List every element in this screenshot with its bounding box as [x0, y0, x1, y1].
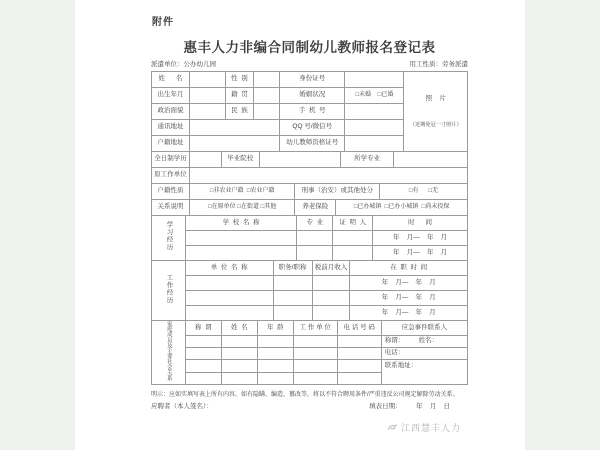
age-header: 年 龄	[257, 321, 293, 336]
age-input-cell	[257, 336, 293, 348]
table-row	[152, 306, 468, 321]
family-section	[151, 320, 468, 385]
registration-form-table	[151, 71, 468, 385]
position-input-cell	[273, 276, 312, 291]
former-employer-label: 原工作单位	[152, 168, 190, 184]
household-address-input-cell	[189, 136, 279, 152]
document-page	[75, 0, 525, 450]
relation-header: 称 谓	[185, 321, 221, 336]
table-row	[152, 72, 468, 88]
reference-input-cell	[333, 246, 373, 261]
employer-name-input-cell	[185, 276, 273, 291]
table-row	[152, 246, 468, 261]
family-section-label: 家庭成员及主要社会关系	[165, 321, 172, 381]
phone-input-cell	[337, 372, 381, 384]
ethnicity-label: 民 族	[226, 104, 253, 120]
family-employer-input-cell	[293, 372, 337, 384]
pension-label: 养老保险	[295, 200, 336, 216]
reference-input-cell	[333, 231, 373, 246]
table-row	[152, 291, 468, 306]
major-input-cell	[394, 152, 468, 168]
emergency-name-field: 称谓： 姓名：	[381, 336, 467, 348]
relation-input-cell	[185, 348, 221, 360]
table-row	[152, 336, 468, 348]
subheader	[151, 59, 468, 68]
relation-checkboxes: □在原单位 □在街道 □其他	[189, 200, 295, 216]
name-label: 姓 名	[152, 72, 190, 88]
native-place-input-cell	[253, 88, 280, 104]
position-input-cell	[273, 306, 312, 321]
phone-input-cell	[337, 336, 381, 348]
disclaimer-note: 明示：应如实填写表上所有内容，如有隐瞒、编造、篡改等，将以不符合聘用条件/严重违反公司规定解除劳动关系。	[151, 392, 459, 398]
study-section-cell	[152, 216, 186, 261]
household-type-label: 户籍性质	[152, 184, 190, 200]
name-input-cell	[189, 72, 225, 88]
criminal-record-label: 刑事（治安）或其他处分	[295, 184, 380, 200]
mobile-label: 手 机 号	[280, 104, 345, 120]
age-input-cell	[257, 348, 293, 360]
study-time-range: 年 月— 年 月	[373, 246, 468, 261]
ethnicity-input-cell	[253, 104, 280, 120]
family-name-header: 姓 名	[221, 321, 257, 336]
income-input-cell	[312, 276, 350, 291]
household-section	[151, 183, 468, 216]
study-major-header: 专 业	[297, 216, 333, 231]
birth-input-cell	[189, 88, 225, 104]
id-number-label: 身份证号	[280, 72, 345, 88]
signature-label: 应聘者（本人签名）：	[151, 403, 213, 410]
political-input-cell	[189, 104, 225, 120]
teacher-cert-input-cell	[345, 136, 404, 152]
income-input-cell	[312, 291, 350, 306]
table-row	[152, 348, 468, 360]
age-input-cell	[257, 360, 293, 373]
study-time-header: 时 间	[373, 216, 468, 231]
bird-swirl-icon	[387, 422, 398, 433]
gender-input-cell	[253, 72, 280, 88]
mail-address-input-cell	[189, 120, 279, 136]
table-row	[152, 152, 468, 168]
position-input-cell	[273, 291, 312, 306]
work-section-cell	[152, 261, 186, 321]
dispatch-unit-label: 派遣单位：公办幼儿园	[151, 61, 216, 68]
family-employer-input-cell	[293, 360, 337, 373]
table-row	[152, 231, 468, 246]
criminal-record-checkboxes: □有 □无	[380, 184, 468, 200]
relation-input-cell	[185, 336, 221, 348]
income-input-cell	[312, 306, 350, 321]
company-logo	[387, 421, 461, 434]
marital-checkboxes: □未婚 □已婚	[345, 88, 404, 104]
work-time-range: 年 月— 年 月	[350, 291, 468, 306]
employer-name-input-cell	[185, 306, 273, 321]
form-title: 惠丰人力非编合同制幼儿教师报名登记表	[183, 40, 436, 55]
pension-checkboxes: □已办城镇 □已办小城镇 □尚未投保	[336, 200, 468, 216]
family-employer-input-cell	[293, 348, 337, 360]
family-name-input-cell	[221, 360, 257, 373]
work-section-label: 工作经历	[165, 273, 173, 304]
school-name-input-cell	[185, 231, 297, 246]
photo-note: （近期免冠一寸照片）	[409, 121, 462, 128]
qq-wechat-label: QQ 号/微信号	[280, 120, 345, 136]
family-name-input-cell	[221, 372, 257, 384]
signature-row	[151, 401, 468, 410]
table-row	[152, 261, 468, 276]
teacher-cert-label: 幼儿教师资格证号	[280, 136, 345, 152]
table-row	[152, 168, 468, 184]
position-header: 职务/职称	[273, 261, 312, 276]
family-section-cell	[152, 321, 186, 385]
native-place-label: 籍 贯	[226, 88, 253, 104]
family-employer-header: 工 作 单 位	[293, 321, 337, 336]
basic-info-section	[151, 71, 468, 152]
mobile-input-cell	[345, 104, 404, 120]
study-major-input-cell	[297, 231, 333, 246]
family-name-input-cell	[221, 348, 257, 360]
fulltime-edu-label: 全日制学历	[152, 152, 190, 168]
table-row	[152, 216, 468, 231]
phone-header: 电 话 号 码	[337, 321, 381, 336]
work-time-range: 年 月— 年 月	[350, 306, 468, 321]
employer-name-input-cell	[185, 291, 273, 306]
phone-input-cell	[337, 360, 381, 373]
graduate-school-input-cell	[260, 152, 341, 168]
date-label: 填表日期： 年 月 日	[369, 403, 450, 410]
major-label: 所学专业	[340, 152, 393, 168]
family-name-input-cell	[221, 336, 257, 348]
household-type-checkboxes: □非农业户籍 □农业户籍	[189, 184, 295, 200]
emergency-phone-field: 电话：	[381, 348, 467, 360]
photo-label: 照 片	[425, 94, 446, 102]
emergency-address-field: 联系地址：	[381, 360, 467, 385]
relation-input-cell	[185, 372, 221, 384]
table-row	[152, 360, 468, 373]
photo-cell	[404, 72, 468, 152]
mail-address-label: 通讯地址	[152, 120, 190, 136]
tenure-header: 在 职 时 间	[350, 261, 468, 276]
graduate-school-label: 毕业院校	[221, 152, 260, 168]
table-row	[152, 321, 468, 336]
logo-text: 江西慧丰人力	[401, 423, 462, 433]
income-header: 税前月收入	[312, 261, 350, 276]
work-time-range: 年 月— 年 月	[350, 276, 468, 291]
study-section-label: 学习经历	[165, 221, 173, 252]
employment-nature-label: 用工性质：劳务派遣	[409, 61, 468, 68]
school-name-header: 学 校 名 称	[185, 216, 297, 231]
work-history-section	[151, 260, 468, 321]
emergency-contact-header: 应急事件联系人	[381, 321, 467, 336]
phone-input-cell	[337, 348, 381, 360]
age-input-cell	[257, 372, 293, 384]
reference-header: 证 明 人	[333, 216, 373, 231]
study-major-input-cell	[297, 246, 333, 261]
education-section	[151, 151, 468, 184]
fulltime-edu-input-cell	[189, 152, 221, 168]
relation-note-label: 关系说明	[152, 200, 190, 216]
family-employer-input-cell	[293, 336, 337, 348]
qq-wechat-input-cell	[345, 120, 404, 136]
political-label: 政治面貌	[152, 104, 190, 120]
gender-label: 性 别	[226, 72, 253, 88]
attachment-label: 附件	[152, 17, 174, 28]
marital-label: 婚姻状况	[280, 88, 345, 104]
id-number-input-cell	[345, 72, 404, 88]
table-row	[152, 276, 468, 291]
study-time-range: 年 月— 年 月	[373, 231, 468, 246]
household-address-label: 户籍地址	[152, 136, 190, 152]
relation-input-cell	[185, 360, 221, 373]
study-history-section	[151, 215, 468, 261]
former-employer-input-cell	[189, 168, 467, 184]
table-row	[152, 200, 468, 216]
table-row	[152, 184, 468, 200]
birth-label: 出生年月	[152, 88, 190, 104]
employer-name-header: 单 位 名 称	[185, 261, 273, 276]
school-name-input-cell	[185, 246, 297, 261]
